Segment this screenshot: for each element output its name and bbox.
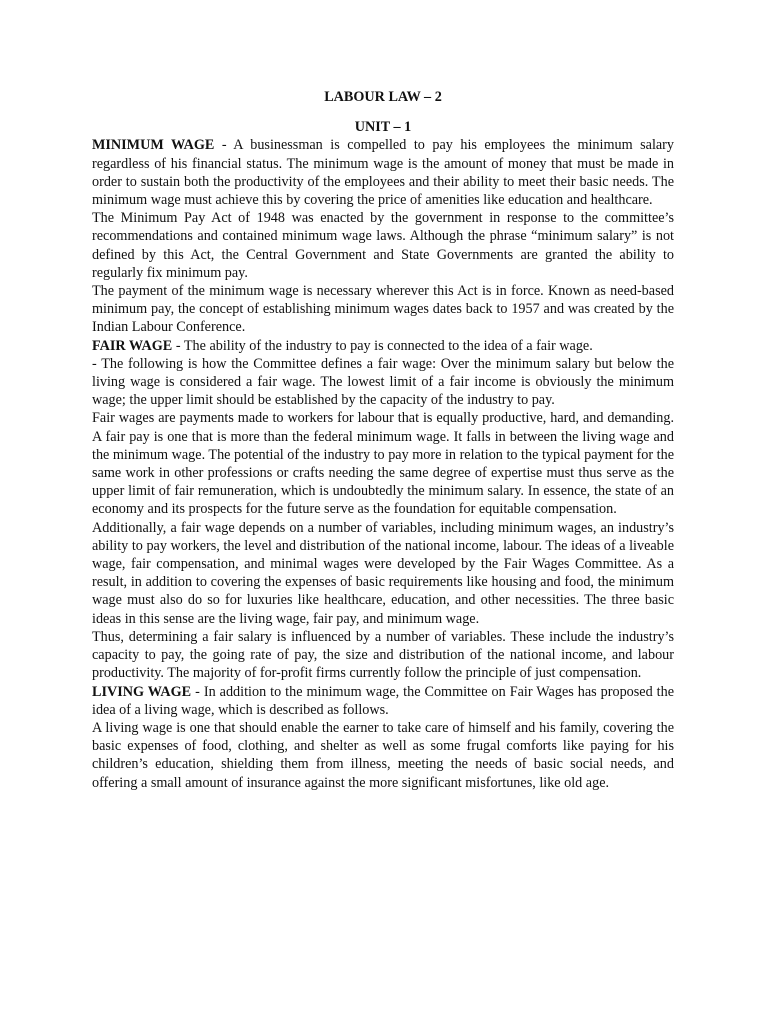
minimum-wage-paragraph: The payment of the minimum wage is necessary wherever this Act is in force. Known as need-based minimum pay, the concept of establishing minimum wages dates back to 1957 and was created by the Indian Labour Conference. <box>92 283 674 336</box>
fair-wage-paragraph: - The following is how the Committee defines a fair wage: Over the minimum salary but below the living wage is considered a fair wage. The lowest limit of a fair income is obviously the minimum wage; the upper limit should be established by the capacity of the industry to pay. <box>92 355 674 409</box>
unit-heading: UNIT – 1 <box>354 119 412 136</box>
living-wage-lead-paragraph <box>92 683 674 719</box>
document-page <box>92 88 674 792</box>
minimum-wage-lead-text: - A businessman is compelled to pay his employees the minimum salary regardless of his financial status. The minimum wage is the amount of money that must be made in order to sustain both the productivity of the employees and their ability to meet their basic needs. The minimum wage must achieve this by covering the price of amenities like education and healthcare. <box>92 137 675 209</box>
minimum-wage-heading: MINIMUM WAGE <box>92 137 215 154</box>
living-wage-lead-text: - In addition to the minimum wage, the Committee on Fair Wages has proposed the idea of a living wage, which is described as follows. <box>92 683 675 718</box>
living-wage-paragraph: A living wage is one that should enable the earner to take care of himself and his family, covering the basic expenses of food, clothing, and shelter as well as some frugal comforts like paying for his children’s education, shielding them from illness, meeting the needs of basic social needs, and offering a small amount of insurance against the more significant misfortunes, like old age. <box>92 719 674 791</box>
fair-wage-lead-text: - The ability of the industry to pay is connected to the idea of a fair wage. <box>172 337 593 354</box>
living-wage-heading: LIVING WAGE <box>92 683 192 700</box>
fair-wage-paragraph: Additionally, a fair wage depends on a number of variables, including minimum wages, an industry’s ability to pay workers, the level and distribution of the national income, labour. The ideas of a liveable wage, fair compensation, and minimal wages were developed by the Fair Wages Committee. As a result, in addition to covering the expenses of basic requirements like housing and food, the minimum wage must also do so for luxuries like healthcare, education, and other necessities. The three basic ideas in this sense are the living wage, fair pay, and minimum wage. <box>92 519 674 627</box>
minimum-wage-lead-paragraph <box>92 136 674 209</box>
minimum-wage-paragraph: The Minimum Pay Act of 1948 was enacted by the government in response to the committee’s recommendations and contained minimum wage laws. Although the phrase “minimum salary” is not defined by this Act, the Central Government and State Governments are granted the ability to regularly fix minimum pay. <box>92 210 674 281</box>
document-title: LABOUR LAW – 2 <box>324 89 442 105</box>
fair-wage-lead-paragraph <box>92 337 674 355</box>
fair-wage-paragraph: Thus, determining a fair salary is influenced by a number of variables. These include the industry’s capacity to pay, the going rate of pay, the size and distribution of the national income, and labour productivity. The majority of for-profit firms currently follow the principle of just compensation. <box>92 628 674 682</box>
fair-wage-paragraph: Fair wages are payments made to workers for labour that is equally productive, hard, and demanding. A fair pay is one that is more than the federal minimum wage. It falls in between the living wage and the minimum wage. The potential of the industry to pay more in relation to the typical payment for the same work in other professions or crafts needing the same degree of expertise must thus serve as the upper limit of fair remuneration, which is undoubtedly the minimum salary. In essence, the state of an economy and its prospects for the future serve as the foundation for equitable compensation. <box>92 410 674 518</box>
fair-wage-heading: FAIR WAGE <box>92 337 173 354</box>
